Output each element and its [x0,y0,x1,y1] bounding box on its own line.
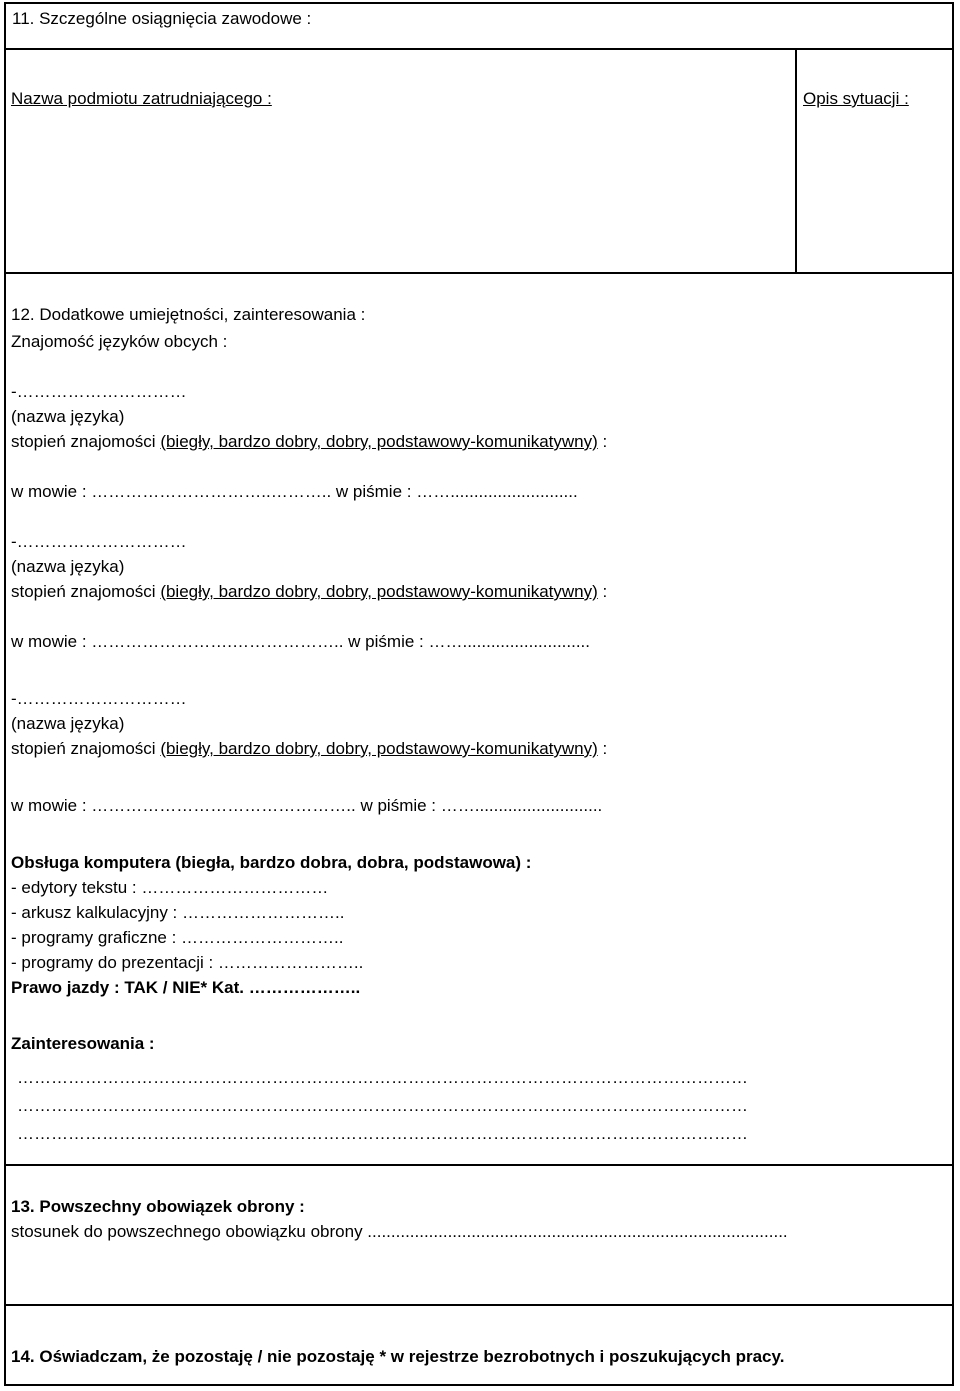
language-name-hint: (nazwa języka) [11,557,125,576]
languages-label: Znajomość języków obcych : [11,332,228,351]
divider-13-14 [6,1304,952,1306]
spoken-written-line[interactable]: w mowie : …………………………..……….. w piśmie : ……........................... [11,482,578,501]
computer-item-presentations[interactable]: - programy do prezentacji : …………………….. [11,953,364,972]
spoken-written-line[interactable]: w mowie : …………………….……………….. w piśmie : ……........................... [11,632,591,651]
level-options: (biegły, bardzo dobry, dobry, podstawowy-komunikatywny) [160,739,598,758]
employer-label: Nazwa podmiotu zatrudniającego : [11,89,272,108]
computer-item-text-editors[interactable]: - edytory tekstu : …………………………… [11,878,329,897]
language-level-line [11,739,607,759]
language-name-field[interactable]: -………………………… [11,689,187,708]
section-13-title: 13. Powszechny obowiązek obrony : [11,1197,305,1216]
divider-11-header [6,48,952,50]
language-level-line [11,582,607,602]
level-suffix: : [597,582,608,601]
spoken-written-line[interactable]: w mowie : ……………………………………….. w piśmie : ……........................... [11,796,603,815]
language-name-field[interactable]: -………………………… [11,382,187,401]
column-divider [795,50,797,272]
interests-line[interactable]: ………………………………………………………………………………………………………………… [17,1068,748,1087]
language-name-hint: (nazwa języka) [11,407,125,426]
level-suffix: : [597,432,608,451]
computer-skills-title: Obsługa komputera (biegła, bardzo dobra, dobra, podstawowa) : [11,853,532,872]
computer-item-spreadsheet[interactable]: - arkusz kalkulacyjny : ……………………….. [11,903,345,922]
level-options: (biegły, bardzo dobry, dobry, podstawowy-komunikatywny) [160,432,598,451]
level-options: (biegły, bardzo dobry, dobry, podstawowy-komunikatywny) [160,582,598,601]
level-prefix: stopień znajomości [11,582,161,601]
section-12-title: 12. Dodatkowe umiejętności, zainteresowania : [11,305,366,324]
divider-11-12 [6,272,952,274]
language-level-line [11,432,607,452]
interests-label: Zainteresowania : [11,1034,155,1053]
language-name-field[interactable]: -………………………… [11,532,187,551]
section-14-statement: 14. Oświadczam, że pozostaję / nie pozostaję * w rejestrze bezrobotnych i poszukujących pracy. [11,1347,785,1366]
computer-item-graphics[interactable]: - programy graficzne : ……………………….. [11,928,344,947]
defense-relation-line[interactable]: stosunek do powszechnego obowiązku obrony ......................................................................................... [11,1222,788,1241]
situation-label: Opis sytuacji : [803,89,909,108]
driving-licence-line[interactable]: Prawo jazdy : TAK / NIE* Kat. ……………….. [11,978,361,997]
level-suffix: : [597,739,608,758]
level-prefix: stopień znajomości [11,739,161,758]
interests-line[interactable]: ………………………………………………………………………………………………………………… [17,1096,748,1115]
divider-12-13 [6,1164,952,1166]
interests-line[interactable]: ………………………………………………………………………………………………………………… [17,1124,748,1143]
level-prefix: stopień znajomości [11,432,161,451]
language-name-hint: (nazwa języka) [11,714,125,733]
section-11-title: 11. Szczególne osiągnięcia zawodowe : [12,9,312,28]
